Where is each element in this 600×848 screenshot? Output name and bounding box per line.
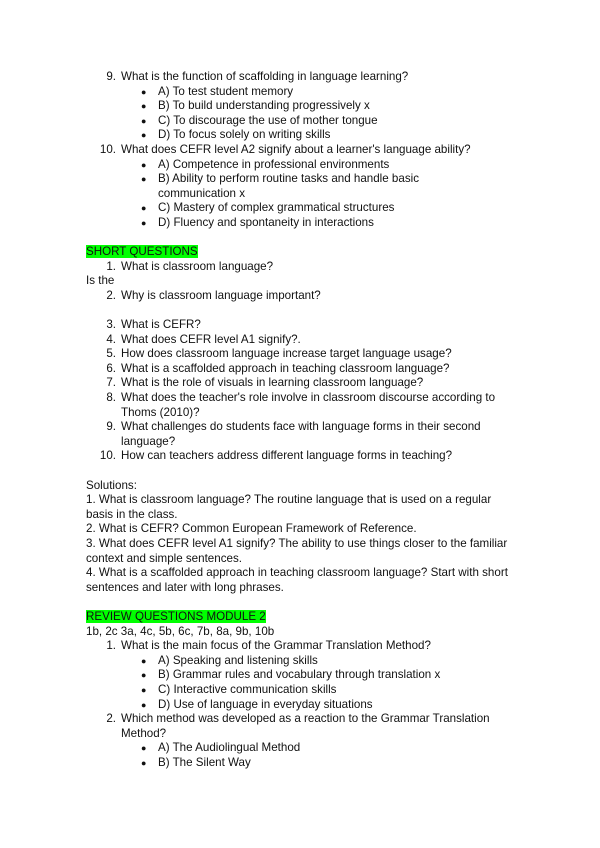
option-item: ● C) Interactive communication skills [141,682,337,696]
option-item: ● D) Use of language in everyday situations [141,697,373,711]
solution-item: 4. What is a scaffolded approach in teaching classroom language? Start with short sentences and later with long phrases. [86,566,508,594]
solution-item: 1. What is classroom language? The routine language that is used on a regular basis in the class. [86,493,492,521]
short-question: 8. What does the teacher's role involve in classroom discourse according to Thoms (2010)? [106,391,496,419]
short-question: 4. What does CEFR level A1 signify?. [106,332,301,346]
answer-key: 1b, 2c 3a, 4c, 5b, 6c, 7b, 8a, 9b, 10b [86,624,275,638]
short-question: 3. What is CEFR? [106,318,201,332]
solution-item: 2. What is CEFR? Common European Framework of Reference. [86,522,417,536]
question-text: What does CEFR level A2 signify about a learner's language ability? [121,142,471,156]
option-item: ● A) Speaking and listening skills [141,653,318,667]
short-question: 2. Why is classroom language important? [106,288,321,302]
option-item: ● B) The Silent Way [141,755,251,769]
bullet-icon: ● [141,115,147,126]
option-item: ● D) To focus solely on writing skills [141,128,331,142]
option-item: ● A) The Audiolingual Method [141,741,301,755]
bullet-icon: ● [141,174,147,185]
note-text: Is the [86,274,115,288]
option-item: ● B) Grammar rules and vocabulary through translation x [141,668,441,682]
option-item: ● C) Mastery of complex grammatical structures [141,201,395,215]
short-question: 5. How does classroom language increase target language usage? [106,347,452,361]
bullet-icon: ● [141,130,147,141]
bullet-icon: ● [141,101,147,112]
short-question: 1. What is classroom language? [106,259,274,273]
bullet-icon: ● [141,217,147,228]
question-9 [0,70,600,85]
question-text: What is the function of scaffolding in language learning? [121,70,409,83]
short-question: 9. What challenges do students face with language forms in their second language? [106,420,481,448]
question-number: 10. [99,142,116,156]
solutions-heading: Solutions: [86,478,137,492]
solution-item: 3. What does CEFR level A1 signify? The ability to use things closer to the familiar context and simple sentences. [86,537,508,565]
question-10 [0,143,600,158]
option-item: ● A) Competence in professional environments [141,157,390,171]
option-item: ● B) Ability to perform routine tasks and handle basic communication x [141,172,419,200]
bullet-icon: ● [141,699,147,710]
option-item: ● A) To test student memory [141,84,294,98]
bullet-icon: ● [141,670,147,681]
bullet-icon: ● [141,86,147,97]
option-item: ● D) Fluency and spontaneity in interactions [141,215,374,229]
bullet-icon: ● [141,743,147,754]
review-question: 2. Which method was developed as a reaction to the Grammar Translation Method? [106,712,490,740]
short-questions-heading: SHORT QUESTIONS [86,245,198,259]
bullet-icon: ● [141,684,147,695]
question-number: 9. [106,70,116,83]
short-question: 6. What is a scaffolded approach in teaching classroom language? [106,361,450,375]
review-question: 1. What is the main focus of the Grammar Translation Method? [106,639,431,653]
bullet-icon: ● [141,203,147,214]
document-page [0,70,600,771]
bullet-icon: ● [141,655,147,666]
bullet-icon: ● [141,159,147,170]
short-question: 7. What is the role of visuals in learning classroom language? [106,376,424,390]
bullet-icon: ● [141,757,147,768]
short-question: 10. How can teachers address different language forms in teaching? [99,449,453,463]
review-heading: REVIEW QUESTIONS MODULE 2 [86,609,266,623]
option-item: ● C) To discourage the use of mother tongue [141,113,378,127]
option-item: ● B) To build understanding progressively x [141,99,370,113]
